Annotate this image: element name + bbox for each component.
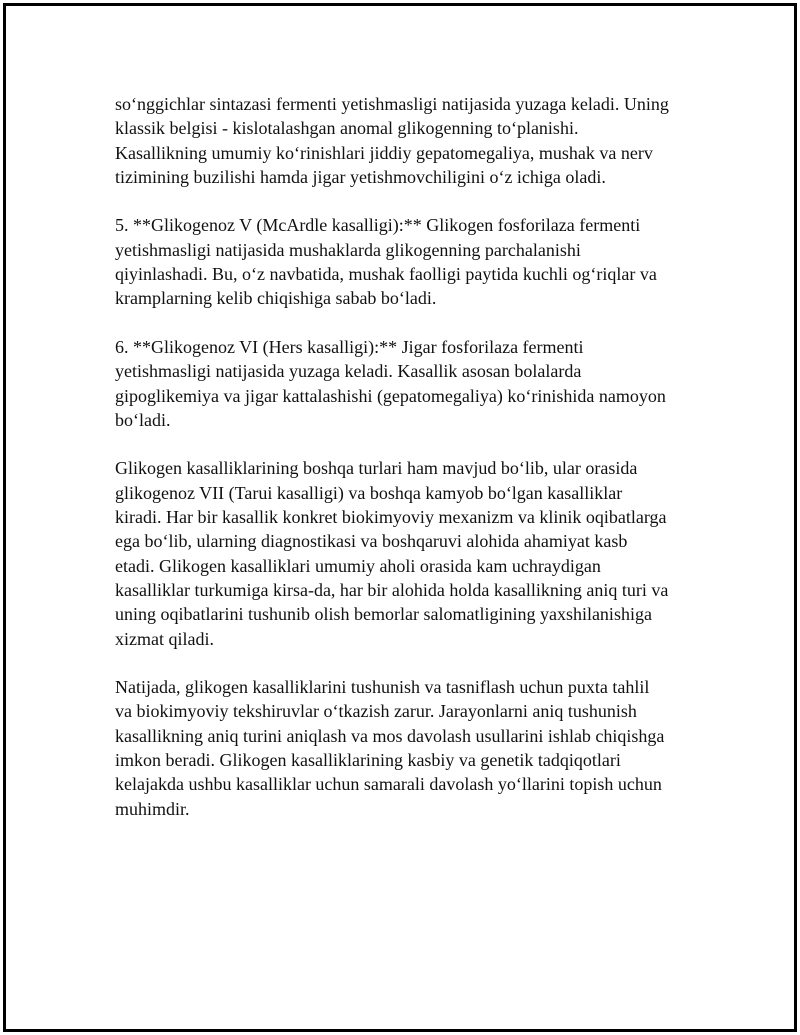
text-line: ega bo‘lib, ularning diagnostikasi va boshqaruvi alohida ahamiyat kasb <box>115 531 628 552</box>
text-line: tizimining buzilishi hamda jigar yetishmovchiligini o‘z ichiga oladi. <box>115 166 606 187</box>
text-line: yetishmasligi natijasida mushaklarda glikogenning parchalanishi <box>115 239 581 260</box>
text-line: klassik belgisi - kislotalashgan anomal glikogenning to‘planishi. <box>115 118 579 139</box>
document-body <box>115 92 695 845</box>
text-line: so‘nggichlar sintazasi fermenti yetishmasligi natijasida yuzaga keladi. Uning <box>115 94 669 114</box>
text-line: Kasallikning umumiy ko‘rinishlari jiddiy gepatomegaliya, mushak va nerv <box>115 142 653 163</box>
text-line: etadi. Glikogen kasalliklari umumiy aholi orasida kam uchraydigan <box>115 555 601 576</box>
text-line: gipoglikemiya va jigar kattalashishi (gepatomegaliya) ko‘rinishida namoyon <box>115 385 666 406</box>
text-line: va biokimyoviy tekshiruvlar o‘tkazish zarur. Jarayonlarni aniq tushunish <box>115 701 637 722</box>
text-line: kramplarning kelib chiqishiga sabab bo‘ladi. <box>115 288 437 309</box>
paragraph-other-types <box>115 456 695 650</box>
text-line: imkon beradi. Glikogen kasalliklarining kasbiy va genetik tadqiqotlari <box>115 750 621 771</box>
text-line: glikogenoz VII (Tarui kasalligi) va boshqa kamyob bo‘lgan kasalliklar <box>115 482 623 503</box>
paragraph-glycogenosis-iv-continued <box>115 92 695 189</box>
text-line: xizmat qiladi. <box>115 628 214 649</box>
text-line: kasalliklar turkumiga kirsa-da, har bir alohida holda kasallikning aniq turi va <box>115 579 669 600</box>
text-line: kelajakda ushbu kasalliklar uchun samarali davolash yo‘llarini topish uchun <box>115 774 662 795</box>
text-line: yetishmasligi natijasida yuzaga keladi. Kasallik asosan bolalarda <box>115 361 582 382</box>
text-line: 5. **Glikogenoz V (McArdle kasalligi):** Glikogen fosforilaza fermenti <box>115 215 641 236</box>
text-line: muhimdir. <box>115 798 190 819</box>
paragraph-glycogenosis-vi <box>115 335 695 432</box>
text-line: qiyinlashadi. Bu, o‘z navbatida, mushak faolligi paytida kuchli og‘riqlar va <box>115 264 657 285</box>
text-line: kiradi. Har bir kasallik konkret biokimyoviy mexanizm va klinik oqibatlarga <box>115 507 667 528</box>
text-line: uning oqibatlarini tushunib olish bemorlar salomatligining yaxshilanishiga <box>115 604 652 625</box>
paragraph-conclusion <box>115 675 695 821</box>
text-line: kasallikning aniq turini aniqlash va mos davolash usullarini ishlab chiqishga <box>115 725 665 746</box>
text-line: Natijada, glikogen kasalliklarini tushunish va tasniflash uchun puxta tahlil <box>115 677 650 698</box>
paragraph-glycogenosis-v <box>115 213 695 310</box>
text-line: Glikogen kasalliklarining boshqa turlari ham mavjud bo‘lib, ular orasida <box>115 458 638 479</box>
text-line: bo‘ladi. <box>115 409 171 430</box>
text-line: 6. **Glikogenoz VI (Hers kasalligi):** Jigar fosforilaza fermenti <box>115 336 584 357</box>
